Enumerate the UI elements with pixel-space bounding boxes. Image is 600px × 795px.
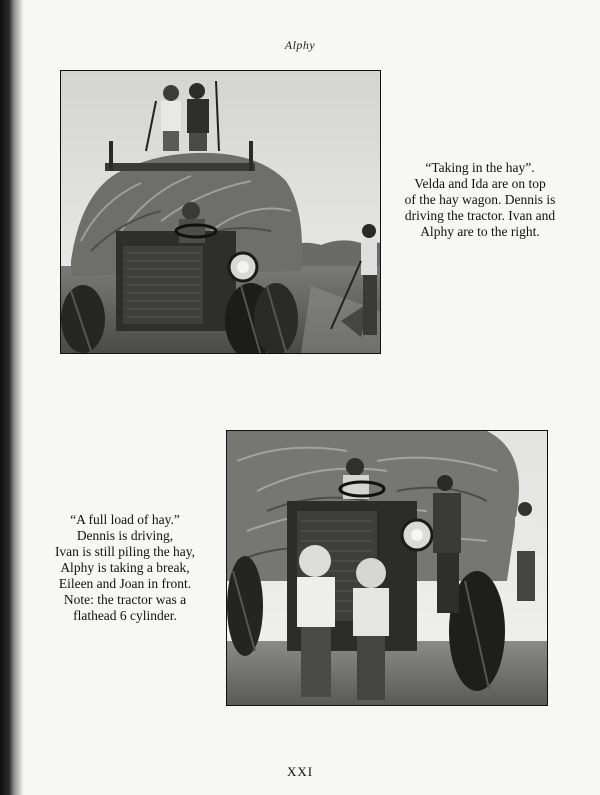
binding-shadow	[0, 0, 24, 795]
caption-line: Velda and Ida are on top	[414, 176, 546, 191]
caption-line: Dennis is driving,	[76, 528, 174, 543]
caption-line: Ivan is still piling the hay,	[54, 544, 196, 559]
page-number: XXI	[286, 764, 314, 779]
photo-taking-in-the-hay	[60, 70, 381, 354]
caption-line: driving the tractor. Ivan and	[404, 208, 556, 223]
caption-line: Alphy are to the right.	[420, 224, 540, 239]
caption-taking-in-the-hay	[385, 160, 575, 240]
photo-2-image	[227, 431, 547, 705]
caption-line: Note: the tractor was a	[63, 592, 187, 607]
running-head: Alphy	[284, 38, 316, 52]
caption-line: Alphy is taking a break,	[60, 560, 190, 575]
photo-1-image	[61, 71, 380, 353]
caption-line: Eileen and Joan in front.	[58, 576, 192, 591]
caption-line: flathead 6 cylinder.	[73, 608, 177, 623]
caption-full-load-of-hay	[30, 512, 220, 624]
caption-line: of the hay wagon. Dennis is	[404, 192, 556, 207]
caption-line: “A full load of hay.”	[70, 512, 180, 527]
caption-line: “Taking in the hay”.	[425, 160, 535, 175]
photo-full-load-of-hay	[226, 430, 548, 706]
